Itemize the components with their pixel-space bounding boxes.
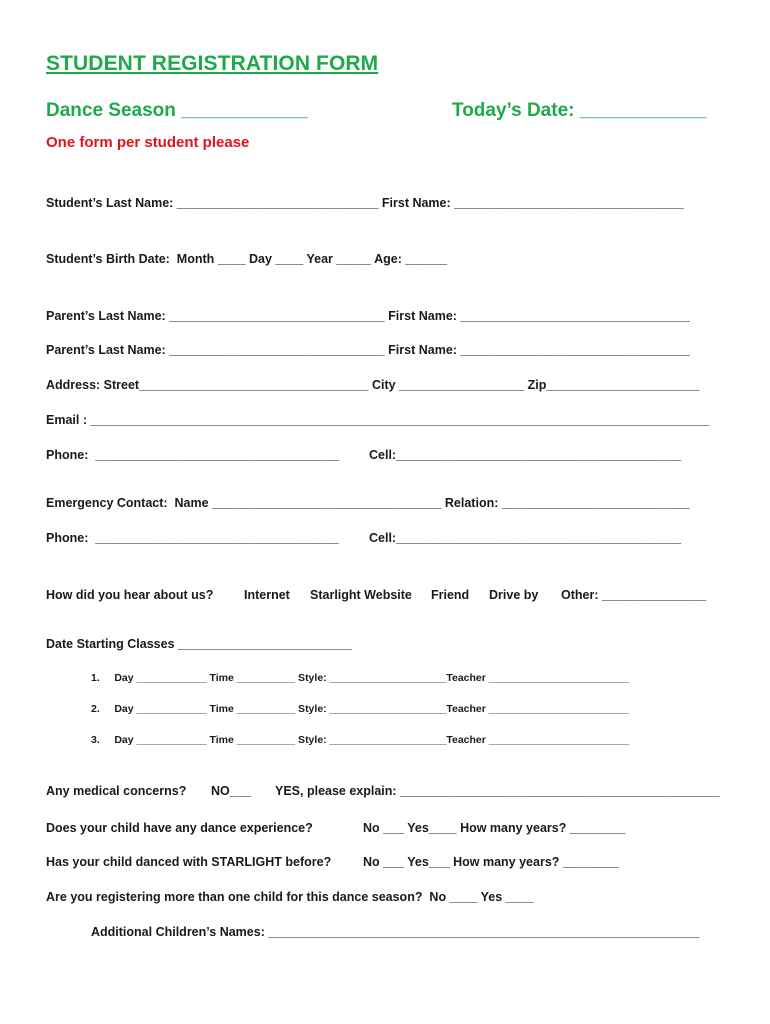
medical-yes-field[interactable]: YES, please explain: ______________________________________________ [275, 784, 720, 798]
additional-children-names[interactable]: Additional Children’s Names: ______________________________________________________________ [91, 925, 700, 939]
class-row-3[interactable]: 3. Day ____________ Time __________ Style: ____________________Teacher ________________________ [91, 734, 629, 746]
hear-about-question: How did you hear about us? [46, 588, 214, 602]
phone-field[interactable]: Phone: ___________________________________ [46, 448, 339, 462]
form-note: One form per student please [46, 134, 250, 151]
starlight-answer[interactable]: No ___ Yes___ How many years? ________ [363, 855, 619, 869]
emergency-cell-field[interactable]: Cell:_________________________________________ [369, 531, 682, 545]
date-starting-classes[interactable]: Date Starting Classes _________________________ [46, 637, 352, 651]
emergency-contact-line[interactable]: Emergency Contact: Name _________________________________ Relation: ___________________________ [46, 496, 690, 510]
class-row-1[interactable]: 1. Day ____________ Time __________ Style: ____________________Teacher ________________________ [91, 672, 629, 684]
address-line[interactable]: Address: Street_________________________________ City __________________ Zip______________________ [46, 378, 700, 392]
emergency-phone-field[interactable]: Phone: ___________________________________ [46, 531, 339, 545]
experience-question: Does your child have any dance experience? [46, 821, 313, 835]
class-row-2[interactable]: 2. Day ____________ Time __________ Style: ____________________Teacher ________________________ [91, 703, 629, 715]
hear-option-internet[interactable]: Internet [244, 588, 290, 602]
multiple-children-question[interactable]: Are you registering more than one child for this dance season? No ____ Yes ____ [46, 890, 534, 904]
todays-date-field[interactable]: Today’s Date: ____________ [452, 100, 707, 121]
student-birth-line[interactable]: Student’s Birth Date: Month ____ Day ____ Year _____ Age: ______ [46, 252, 448, 266]
starlight-question: Has your child danced with STARLIGHT before? [46, 855, 332, 869]
medical-question: Any medical concerns? [46, 784, 187, 798]
hear-option-other[interactable]: Other: _______________ [561, 588, 707, 602]
student-name-line[interactable]: Student’s Last Name: _____________________________ First Name: _________________________________ [46, 196, 684, 210]
parent-name-line-2[interactable]: Parent’s Last Name: _______________________________ First Name: _________________________________ [46, 343, 690, 357]
cell-field[interactable]: Cell:_________________________________________ [369, 448, 682, 462]
experience-answer[interactable]: No ___ Yes____ How many years? ________ [363, 821, 626, 835]
hear-option-drive-by[interactable]: Drive by [489, 588, 539, 602]
email-line[interactable]: Email : _________________________________________________________________________________________ [46, 413, 710, 427]
medical-no-field[interactable]: NO___ [211, 784, 251, 798]
hear-option-friend[interactable]: Friend [431, 588, 470, 602]
hear-option-starlight-website[interactable]: Starlight Website [310, 588, 412, 602]
parent-name-line-1[interactable]: Parent’s Last Name: _______________________________ First Name: _________________________________ [46, 309, 690, 323]
form-title: STUDENT REGISTRATION FORM [46, 52, 379, 75]
dance-season-field[interactable]: Dance Season ____________ [46, 100, 308, 121]
